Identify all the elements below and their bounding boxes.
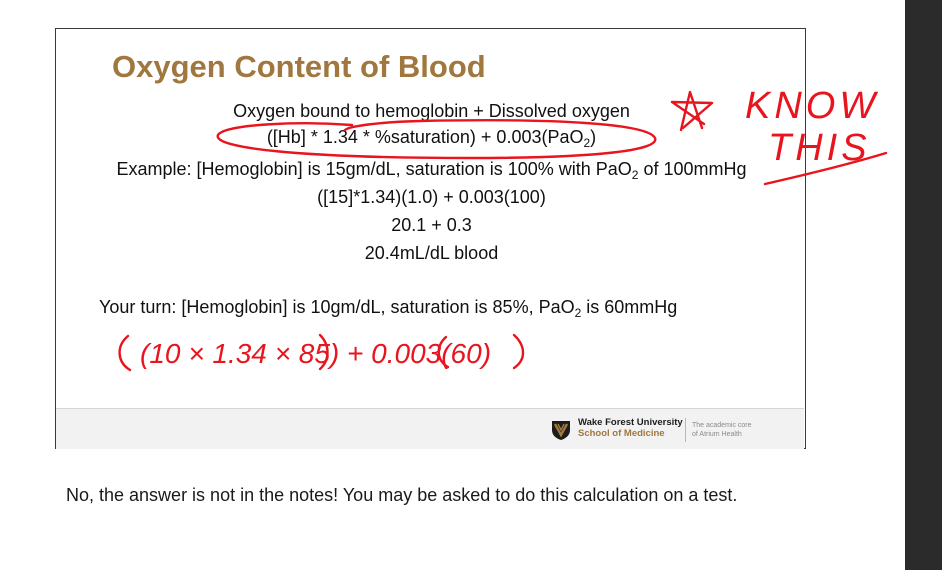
example-subscript: 2 [631,168,639,182]
example-line [56,159,807,180]
example-end: of 100mmHg [638,159,747,179]
handwritten-answer: (10 × 1.34 × 85) + 0.003(60) [140,338,492,369]
this-annotation: THIS [768,127,871,169]
slide-footer [56,408,804,449]
school-name: School of Medicine [578,428,665,439]
calc-step-1: ([15]*1.34)(1.0) + 0.003(100) [317,187,546,207]
slide-frame [55,28,806,449]
logo-tagline [692,421,752,439]
calc-result: 20.4mL/dL blood [364,243,499,263]
slide-title: Oxygen Content of Blood [112,49,486,84]
org-name: Wake Forest University [578,417,683,428]
definition-line [56,101,807,122]
your-turn-text: Your turn: [Hemoglobin] is 10gm/dL, saturation is 85%, PaO [99,297,575,317]
tagline-line-2: of Atrium Health [692,431,742,438]
logo-divider [685,418,686,442]
your-turn-end: is 60mmHg [581,297,678,317]
example-text: Example: [Hemoglobin] is 15gm/dL, saturation is 100% with PaO [116,159,632,179]
formula-line [56,127,807,148]
your-turn-line [99,297,677,318]
wfu-shield-logo-icon [550,419,572,441]
formula-subscript: 2 [583,136,591,150]
speaker-note: No, the answer is not in the notes! You may be asked to do this calculation on a test. [66,485,738,505]
formula-text: ([Hb] * 1.34 * %saturation) + 0.003(PaO [266,127,584,147]
calc-step-2: 20.1 + 0.3 [391,215,472,235]
right-sidebar-panel [905,0,942,570]
know-annotation: KNOW [745,85,880,127]
formula-close: ) [590,127,597,147]
definition-text: Oxygen bound to hemoglobin + Dissolved oxygen [233,101,630,121]
your-turn-subscript: 2 [574,306,582,320]
tagline-line-1: The academic core [692,422,752,429]
